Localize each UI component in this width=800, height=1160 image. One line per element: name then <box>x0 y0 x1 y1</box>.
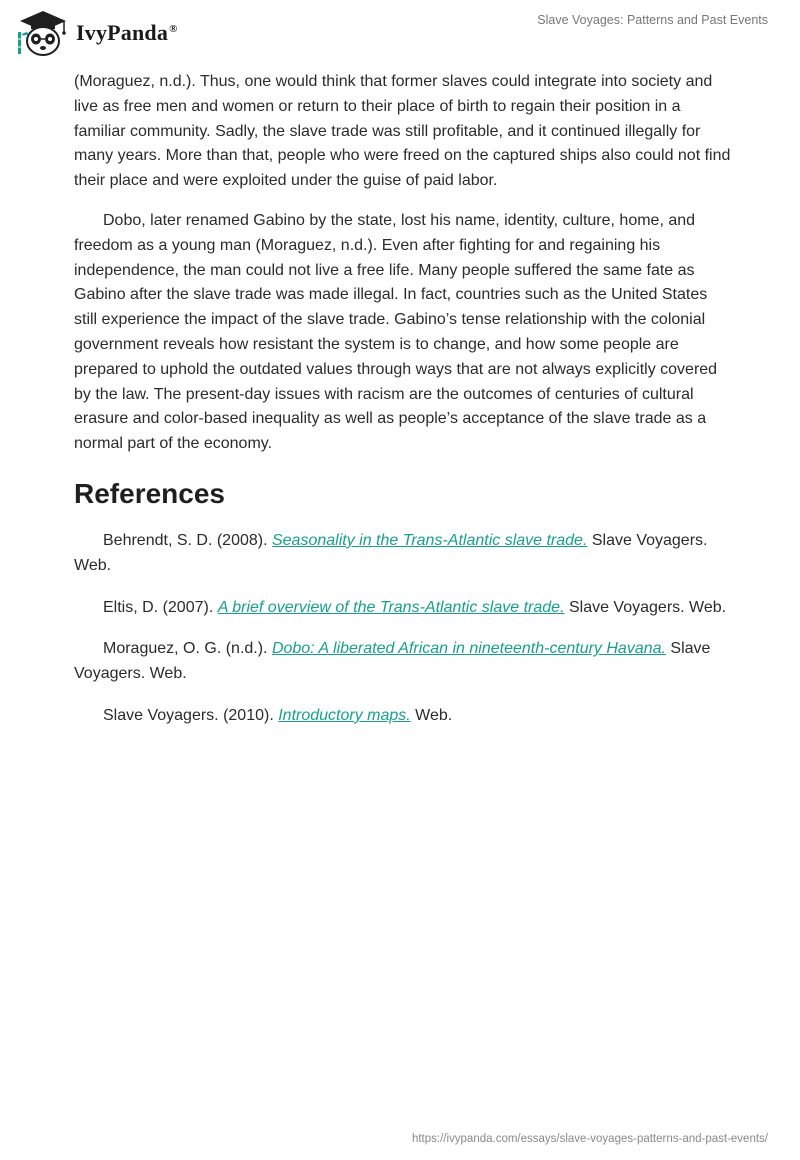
reference-item: Moraguez, O. G. (n.d.). Dobo: A liberated African in nineteenth-century Havana. Slave Voyagers. Web. <box>74 640 711 683</box>
reference-link[interactable]: A brief overview of the Trans-Atlantic slave trade. <box>217 598 565 616</box>
essay-content <box>74 70 734 746</box>
ivypanda-logo[interactable] <box>14 8 178 58</box>
reference-item: Behrendt, S. D. (2008). Seasonality in the Trans-Atlantic slave trade. Slave Voyagers. Web. <box>74 531 708 574</box>
reference-link[interactable]: Dobo: A liberated African in nineteenth-century Havana. <box>271 640 666 658</box>
footer-url[interactable]: https://ivypanda.com/essays/slave-voyages-patterns-and-past-events/ <box>411 1133 768 1145</box>
reference-item: Slave Voyagers. (2010). Introductory maps. Web. <box>103 706 453 724</box>
references-heading: References <box>74 477 225 509</box>
body-paragraph: (Moraguez, n.d.). Thus, one would think that former slaves could integrate into society and live as free men and women or return to their place of birth to regain their position in a familiar community. Sadly, the slave trade was still profitable, and it continued illegally for many years. More than that, people who were freed on the captured ships also could not find their place and were exploited under the guise of paid labor. <box>74 73 731 190</box>
page-header <box>0 0 800 64</box>
body-paragraph: Dobo, later renamed Gabino by the state, lost his name, identity, culture, home, and freedom as a young man (Moraguez, n.d.). Even after fighting for and regaining his independence, the man could not live a free life. Many people suffered the same fate as Gabino after the slave trade was made illegal. In fact, countries such as the United States still experience the impact of the slave trade. Gabino’s tense relationship with the colonial government reveals how resistant the system is to change, and how some people are prepared to uphold the outdated values through ways that are not always explicitly covered by the law. The present-day issues with racism are the outcomes of centuries of cultural erasure and color-based inequality as well as people’s acceptance of the slave trade as a normal part of the economy. <box>74 211 718 453</box>
document-title: Slave Voyages: Patterns and Past Events <box>537 13 768 27</box>
reference-link[interactable]: Seasonality in the Trans-Atlantic slave trade. <box>271 531 588 549</box>
panda-graduate-icon <box>14 8 72 58</box>
reference-link[interactable]: Introductory maps. <box>278 706 411 724</box>
brand-name: IvyPanda® <box>76 20 178 45</box>
reference-item: Eltis, D. (2007). A brief overview of the Trans-Atlantic slave trade. Slave Voyagers. Web. <box>103 598 727 616</box>
